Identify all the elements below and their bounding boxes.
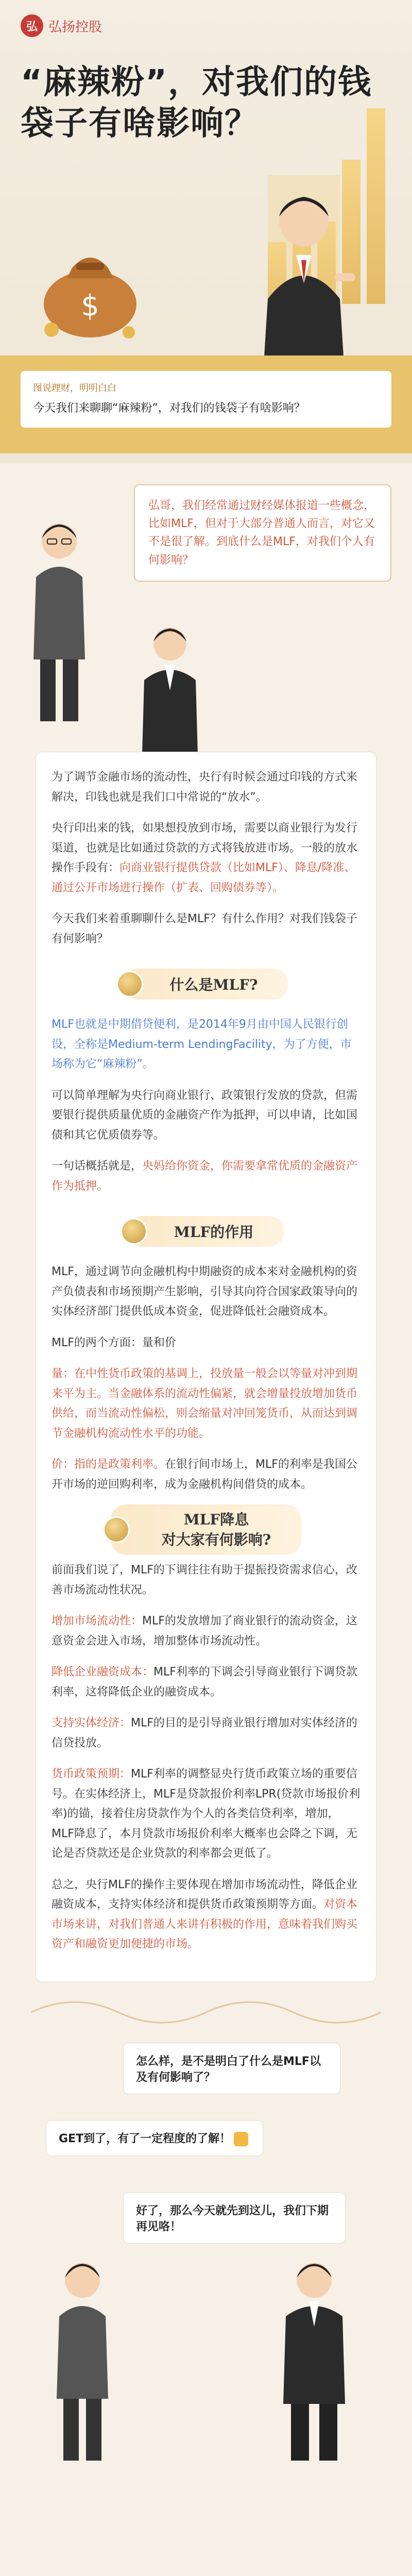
wave-decoration (31, 1992, 381, 2033)
intro-text: 今天我们来聊聊“麻辣粉”，对我们的钱袋子有啥影响？ (33, 401, 305, 415)
para-price: 价：指的是政策利率。在银行间市场上，MLF的利率是我国公开市场的逆回购利率，成为金融机构间借贷的成本。 (52, 1458, 357, 1491)
section-heading-impact: MLF降息 对大家有何影响? (52, 1513, 360, 1546)
para-quantity: 量：在中性货币政策的基调上，投放量一般会以等量对冲到期来平为主。当金融体系的流动性偏紧，就会增量投放增加货币供给，而当流动性偏松，则会缩量对冲回笼货币，从而达到调节金融机构流动性水平的功能。 (52, 1367, 358, 1440)
coin-icon (103, 1516, 130, 1543)
intro-dialog (21, 371, 391, 428)
para-mlf-def: MLF也就是中期借贷便利，是2014年9月由中国人民银行创设，全称是Medium-term LendingFacility，为了方便，市场称为它“麻辣粉”。 (52, 1018, 352, 1071)
closing-dialog (0, 1981, 412, 2497)
para-intro-2: 央行印出来的钱，如果想投放到市场，需要以商业银行为发行渠道，也就是比如通过贷款的方式将钱放进市场。一般的放水操作手段有：向商业银行提供贷款（比如MLF）、降息/降准、通过公开市场进行操作（扩表、回购债券等）。 (52, 822, 358, 894)
coin-icon (116, 971, 143, 997)
brand-logo (21, 14, 102, 37)
chat-bubble-1: 怎么样，是不是明白了什么是MLF以及有何影响了？ (124, 2043, 340, 2094)
chat-bubble-2: GET到了，有了一定程度的了解！ (46, 2121, 263, 2156)
svg-text:$: $ (81, 289, 99, 323)
para-mlf-summary: 一句话概括就是，央妈给你资金，你需要拿常优质的金融资产作为抵押。 (52, 1160, 358, 1193)
para-conclusion: 总之，央行MLF的操作主要体现在增加市场流动性，降低企业融资成本，支持实体经济和提供货币政策预期等方面。对资本市场来讲，对我们普通人来讲有积极的作用，意味着我们购买资产和融资更加便捷的市场。 (52, 1878, 358, 1951)
chat-bubble-3: 好了，那么今天就先到这儿，我们下期再见咯！ (124, 2193, 345, 2243)
content-card (36, 752, 376, 1981)
para-policy-expectation: 货币政策预期：MLF利率的调整显央行货币政策立场的重要信号。在实体经济上，MLF是贷款报价利率LPR(贷款市场报价利率)的锚，接着住房贷款作为个人的各类信贷利率，增加，MLF降息了，本月贷款市场报价利率大概率也会降之下调，无论是否贷款还是企业贷款的利率都会更低了。 (52, 1768, 360, 1860)
section-heading-what: 什么是MLF? (52, 968, 360, 1001)
hero-header (0, 0, 412, 464)
para-mlf-explain: 可以简单理解为央行向商业银行、政策银行发放的贷款，但需要银行提供质量优质的金融资产作为抵押，可以申请，比如国债和其它优质债券等。 (52, 1089, 358, 1142)
man-glasses-illustration (41, 2249, 124, 2466)
man-suit-illustration (268, 2249, 360, 2466)
section-heading-role: MLF的作用 (52, 1215, 360, 1248)
para-role: MLF，通过调节向金融机构中期融资的成本来对金融机构的资产负债表和市场预期产生影响，引导其向符合国家政策导向的实体经济部门提供低成本资金，促进降低社会融资成本。 (52, 1265, 358, 1318)
para-intro-3: 今天我们来着重聊聊什么是MLF？有什么作用？对我们钱袋子有何影响？ (52, 912, 357, 945)
para-real-economy: 支持实体经济：MLF的目的是引导商业银行增加对实体经济的信贷投放。 (52, 1717, 357, 1750)
question-bubble: 弘哥，我们经常通过财经媒体报道一些概念，比如MLF，但对于大部分普通人而言，对它又不是很了解。到底什么是MLF，对我们个人有何影响？ (134, 484, 391, 582)
para-impact-intro: 前面我们说了，MLF的下调往往有助于提振投资需求信心，改善市场流动性状况。 (52, 1564, 357, 1597)
intro-subtitle: 图说理财，明明白白 (33, 383, 116, 394)
thumbs-up-icon (234, 2132, 248, 2146)
question-section (0, 464, 412, 752)
money-bag-icon (36, 227, 144, 340)
man-suit-illustration (129, 618, 211, 773)
logo-icon: 弘 (21, 14, 43, 37)
presenter-illustration (237, 165, 371, 381)
para-financing-cost: 降低企业融资成本：MLF利率的下调会引导商业银行下调贷款利率，这将降低企业的融资成本。 (52, 1666, 357, 1699)
para-two-aspects: MLF的两个方面：量和价 (52, 1336, 176, 1349)
man-glasses-illustration (21, 510, 98, 726)
brand-name: 弘扬控股 (48, 19, 102, 35)
coin-icon (121, 1218, 147, 1245)
para-liquidity: 增加市场流动性：MLF的发放增加了商业银行的流动资金，这意资金会进入市场，增加整体市场流动性。 (52, 1615, 357, 1648)
para-intro-1: 为了调节金融市场的流动性，央行有时候会通过印钱的方式来解决，印钱也就是我们口中常说的“放水”。 (52, 771, 358, 804)
page-title: “麻辣粉”，对我们的钱袋子有啥影响？ (21, 63, 372, 143)
